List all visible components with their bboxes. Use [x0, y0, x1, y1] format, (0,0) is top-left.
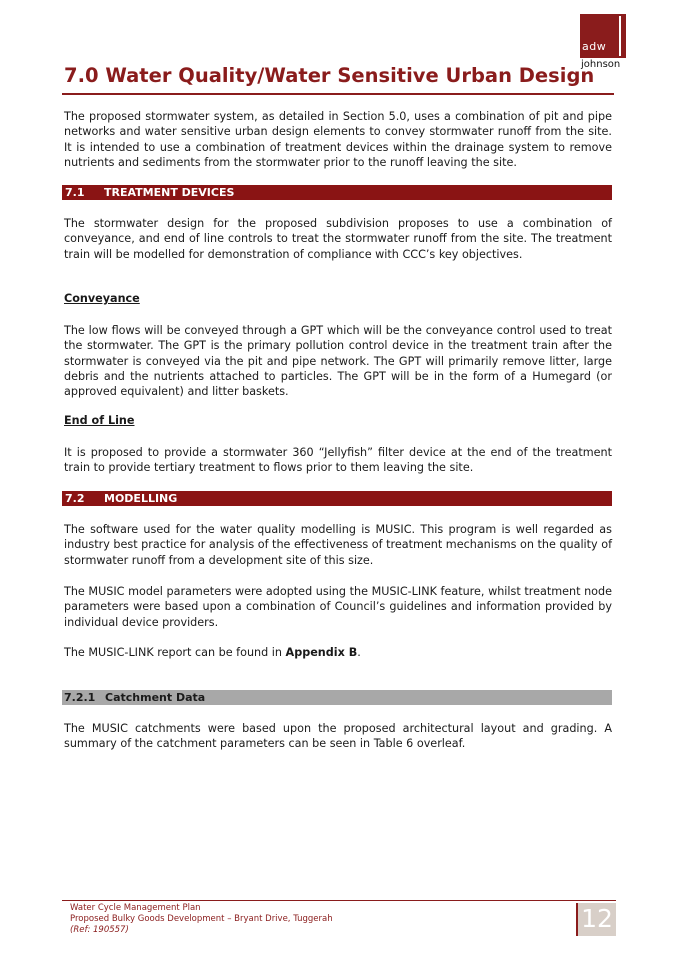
- page-title: 7.0 Water Quality/Water Sensitive Urban Design: [64, 64, 595, 87]
- appendix-reference-prefix: The MUSIC-LINK report can be found in: [64, 646, 286, 659]
- logo-name-text: johnson: [581, 59, 621, 70]
- footer-rule: [62, 900, 616, 901]
- section-heading-7-1: [62, 185, 612, 200]
- treatment-devices-paragraph: The stormwater design for the proposed subdivision proposes to use a combination of conveyance, and end of line controls to treat the stormwater runoff from the site. The treatment train will be modelled for demonstration of compliance with CCC’s key objectives.: [64, 217, 612, 261]
- title-underline: [62, 93, 614, 95]
- page-number: 12: [581, 904, 613, 933]
- subsection-heading-7-2-1: [62, 690, 612, 705]
- end-of-line-heading: End of Line: [64, 414, 135, 427]
- modelling-paragraph-2: The MUSIC model parameters were adopted using the MUSIC-LINK feature, whilst treatment node parameters were based upon a combination of Council’s guidelines and information provided by individual device providers.: [64, 585, 612, 629]
- logo-mark-text: adw: [582, 40, 607, 53]
- section-title: MODELLING: [104, 492, 178, 505]
- modelling-paragraph-3: [64, 645, 612, 660]
- section-number: 7.2: [65, 492, 85, 505]
- conveyance-heading: Conveyance: [64, 292, 140, 305]
- subsection-title: Catchment Data: [105, 691, 206, 704]
- subsection-number: 7.2.1: [64, 691, 96, 704]
- section-number: 7.1: [65, 186, 85, 199]
- intro-paragraph: The proposed stormwater system, as detailed in Section 5.0, uses a combination of pit and pipe networks and water sensitive urban design elements to convey stormwater runoff from the site. It is intended to use a combination of treatment devices within the drainage system to remove nutrients and sediments from the stormwater prior to the runoff leaving the site.: [64, 110, 612, 169]
- catchment-data-paragraph: The MUSIC catchments were based upon the proposed architectural layout and grading. A summary of the catchment parameters can be seen in Table 6 overleaf.: [64, 722, 612, 751]
- section-heading-7-2: [62, 491, 612, 506]
- logo-mark-line: [619, 16, 621, 56]
- end-of-line-paragraph: It is proposed to provide a stormwater 360 “Jellyfish” filter device at the end of the treatment train to provide tertiary treatment to flows prior to them leaving the site.: [64, 446, 612, 475]
- section-title: TREATMENT DEVICES: [104, 186, 235, 199]
- modelling-paragraph-1: The software used for the water quality modelling is MUSIC. This program is well regarded as industry best practice for analysis of the effectiveness of treatment mechanisms on the quality of stormwater runoff from a development site of this size.: [64, 523, 613, 567]
- appendix-reference: Appendix B: [285, 646, 358, 659]
- footer-reference: (Ref: 190557): [70, 925, 129, 935]
- footer-project-name: Proposed Bulky Goods Development – Bryant Drive, Tuggerah: [70, 914, 333, 924]
- footer-document-title: Water Cycle Management Plan: [70, 903, 201, 913]
- conveyance-paragraph: The low flows will be conveyed through a GPT which will be the conveyance control used to treat the stormwater. The GPT is the primary pollution control device in the treatment train after the stormwater is conveyed via the pit and pipe network. The GPT will primarily remove litter, large debris and the nutrients attached to particles. The GPT will be in the form of a Humegard (or approved equivalent) and litter baskets.: [64, 324, 612, 399]
- appendix-reference-suffix: .: [357, 646, 361, 659]
